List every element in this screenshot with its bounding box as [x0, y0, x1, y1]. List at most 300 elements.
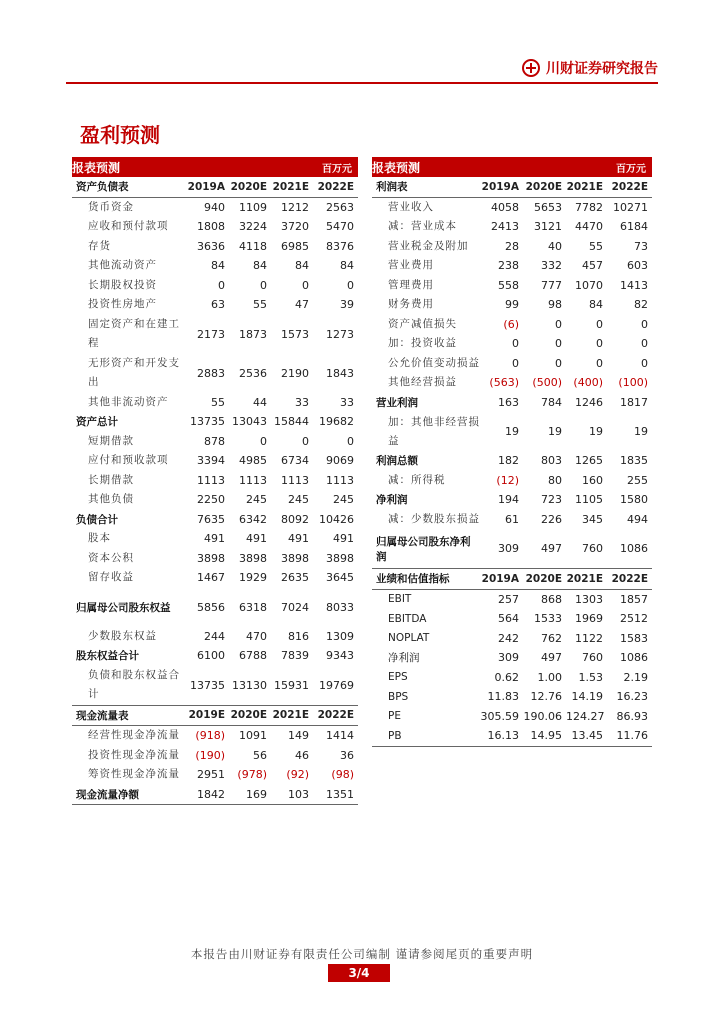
row-value: 14.95	[523, 726, 566, 746]
table-row	[372, 490, 652, 510]
row-label: EBIT	[388, 593, 412, 606]
row-value: 13735	[190, 415, 225, 429]
year-header: 2021E	[566, 177, 607, 197]
row-value: 1105	[575, 493, 603, 507]
table-row	[372, 373, 652, 393]
row-value: 1413	[620, 278, 648, 292]
row-label: 财务费用	[388, 298, 434, 311]
band-spacer	[480, 157, 607, 177]
row-value: 0	[596, 337, 603, 351]
row-value: 33	[340, 395, 354, 409]
row-value: 497	[523, 529, 566, 569]
row-value: 7635	[197, 512, 225, 526]
row-value: (12)	[496, 473, 519, 487]
row-value: 9069	[326, 454, 354, 468]
row-label: 无形资产和开发支出	[88, 357, 180, 388]
row-value: 36	[340, 748, 354, 762]
left-forecast-table	[72, 157, 358, 805]
brand	[522, 58, 658, 78]
row-value: 816	[288, 629, 309, 643]
row-value: 3898	[281, 551, 309, 565]
row-value: (100)	[618, 376, 648, 390]
row-value: 3898	[197, 551, 225, 565]
table-row	[372, 629, 652, 649]
row-value: 491	[204, 532, 225, 546]
row-label: 其他经营损益	[388, 376, 457, 389]
row-value: 2.19	[623, 670, 648, 684]
row-value: 0	[596, 356, 603, 370]
row-label: 营业利润	[376, 396, 418, 409]
row-value: 13.45	[566, 726, 607, 746]
row-label: 归属母公司股东权益	[76, 601, 171, 614]
row-label: 股东权益合计	[76, 650, 139, 663]
row-value: 0	[302, 434, 309, 448]
row-value: 13043	[232, 415, 267, 429]
row-value: 760	[566, 529, 607, 569]
row-label: 现金流量净额	[72, 785, 187, 805]
row-value: 46	[295, 748, 309, 762]
section-title: 现金流量表	[72, 705, 187, 726]
row-value: (918)	[195, 729, 225, 743]
row-value: 784	[541, 395, 562, 409]
row-value: 4118	[239, 239, 267, 253]
row-value: 1113	[326, 473, 354, 487]
row-label: 净利润	[376, 494, 408, 507]
row-value: 491	[333, 532, 354, 546]
table-row	[72, 785, 358, 805]
row-label: 减：少数股东损益	[388, 512, 480, 525]
year-header: 2021E	[271, 177, 313, 197]
row-value: 1533	[534, 612, 562, 626]
row-value: 1070	[575, 278, 603, 292]
table-row	[72, 490, 358, 510]
row-value: 4985	[239, 454, 267, 468]
table-row	[72, 393, 358, 413]
row-value: 103	[271, 785, 313, 805]
year-header: 2020E	[523, 177, 566, 197]
row-value: 3720	[281, 220, 309, 234]
row-value: 1583	[620, 631, 648, 645]
table-row	[72, 529, 358, 549]
page-title: 盈利预测	[80, 123, 160, 147]
row-value: 2413	[491, 220, 519, 234]
row-value: 491	[246, 532, 267, 546]
row-value: 1817	[620, 395, 648, 409]
row-label: 股本	[88, 532, 111, 545]
row-label: 其他非流动资产	[88, 395, 169, 408]
row-value: 1109	[239, 200, 267, 214]
row-value: 84	[211, 259, 225, 273]
row-value: 8092	[281, 512, 309, 526]
row-value: 491	[288, 532, 309, 546]
row-value: 0	[555, 356, 562, 370]
row-value: 7839	[281, 649, 309, 663]
row-value: 6184	[620, 220, 648, 234]
row-value: 0.62	[494, 670, 519, 684]
row-value: 33	[295, 395, 309, 409]
table-row	[72, 237, 358, 257]
table-row	[72, 217, 358, 237]
row-value: 0	[260, 278, 267, 292]
year-header: 2022E	[313, 705, 358, 726]
table-row	[72, 646, 358, 666]
row-value: 3898	[239, 551, 267, 565]
row-value: 73	[634, 239, 648, 253]
row-value: 3394	[197, 454, 225, 468]
row-value: 1309	[326, 629, 354, 643]
row-label: 投资性现金净流量	[88, 748, 180, 761]
year-header: 2019A	[480, 177, 523, 197]
row-value: 6342	[239, 512, 267, 526]
table-row	[72, 354, 358, 393]
row-value: 15844	[274, 415, 309, 429]
row-value: 82	[634, 298, 648, 312]
row-value: 238	[498, 259, 519, 273]
row-value: 1086	[620, 651, 648, 665]
section-header-row	[372, 569, 652, 590]
row-value: 55	[589, 239, 603, 253]
row-value: 1212	[281, 200, 309, 214]
row-value: (563)	[489, 376, 519, 390]
table-row	[372, 334, 652, 354]
year-header: 2021E	[566, 569, 607, 590]
row-label: PB	[372, 726, 480, 746]
row-value: 28	[505, 239, 519, 253]
year-header: 2020E	[229, 705, 271, 726]
row-label: 负债合计	[76, 513, 118, 526]
row-label: BPS	[388, 690, 409, 703]
year-header: 2022E	[607, 177, 652, 197]
row-value: 0	[641, 356, 648, 370]
row-value: 1303	[575, 592, 603, 606]
row-value: 63	[211, 298, 225, 312]
row-value: 255	[627, 473, 648, 487]
table-row	[72, 588, 358, 627]
table-row	[372, 237, 652, 257]
row-value: 777	[541, 278, 562, 292]
row-value: (6)	[503, 317, 519, 331]
row-value: (500)	[532, 376, 562, 390]
section-header-row	[72, 705, 358, 726]
row-value: 603	[627, 259, 648, 273]
row-value: 4470	[575, 220, 603, 234]
row-value: 1873	[239, 327, 267, 341]
row-value: 1.53	[578, 670, 603, 684]
row-value: (98)	[331, 768, 354, 782]
brand-logo-icon	[522, 59, 540, 77]
row-value: 86.93	[616, 709, 648, 723]
row-value: (400)	[573, 376, 603, 390]
table-row	[72, 666, 358, 706]
table-row	[72, 510, 358, 530]
year-header: 2020E	[229, 177, 271, 197]
year-header: 2019A	[187, 177, 229, 197]
row-label: 归属母公司股东净利润	[372, 529, 480, 569]
table-row	[372, 295, 652, 315]
row-value: 12.76	[530, 690, 562, 704]
section-title: 业绩和估值指标	[372, 569, 480, 590]
row-value: 16.23	[616, 690, 648, 704]
row-value: 245	[288, 493, 309, 507]
row-value: 1086	[607, 529, 652, 569]
row-value: 0	[512, 337, 519, 351]
table-row	[372, 315, 652, 335]
table-row	[72, 549, 358, 569]
row-value: 1.00	[537, 670, 562, 684]
row-value: 1113	[197, 473, 225, 487]
row-value: 305.59	[480, 709, 519, 723]
row-label: 减：营业成本	[388, 220, 457, 233]
row-value: 10271	[613, 200, 648, 214]
row-value: 7782	[575, 200, 603, 214]
row-value: 1122	[575, 631, 603, 645]
row-label: 筹资性现金净流量	[88, 768, 180, 781]
row-value: 4058	[491, 200, 519, 214]
row-label: 固定资产和在建工程	[88, 318, 180, 349]
row-value: 6100	[197, 649, 225, 663]
row-label: EPS	[388, 671, 408, 684]
row-value: 1273	[326, 327, 354, 341]
row-value: 0	[641, 317, 648, 331]
row-value: 6985	[281, 239, 309, 253]
table-row	[372, 668, 652, 688]
table-row	[72, 746, 358, 766]
row-value: 940	[204, 200, 225, 214]
year-header: 2022E	[607, 569, 652, 590]
row-label: 利润总额	[376, 455, 418, 468]
row-value: 15931	[271, 666, 313, 706]
row-value: 6788	[239, 649, 267, 663]
row-value: 5856	[197, 600, 225, 614]
row-value: 470	[246, 629, 267, 643]
row-value: 0	[302, 278, 309, 292]
row-label: 留存收益	[88, 571, 134, 584]
row-value: 345	[582, 512, 603, 526]
row-label: 货币资金	[88, 200, 134, 213]
row-value: 1857	[620, 592, 648, 606]
band-title: 报表预测	[372, 157, 480, 177]
row-value: 3898	[326, 551, 354, 565]
row-value: 762	[541, 631, 562, 645]
row-label: 资产总计	[76, 416, 118, 429]
row-label: NOPLAT	[388, 632, 430, 645]
table-row	[372, 648, 652, 668]
row-value: 1580	[620, 493, 648, 507]
row-value: 149	[288, 729, 309, 743]
table-row	[72, 256, 358, 276]
row-value: 2563	[326, 200, 354, 214]
row-value: 760	[582, 651, 603, 665]
row-label: 少数股东权益	[88, 629, 157, 642]
row-label: PE	[388, 710, 401, 723]
row-label: 营业收入	[388, 200, 434, 213]
row-label: 其他流动资产	[88, 259, 157, 272]
row-value: 564	[498, 612, 519, 626]
row-value: 6734	[281, 454, 309, 468]
row-label: 应收和预付款项	[88, 220, 169, 233]
section-header-row	[372, 177, 652, 197]
section-title: 利润表	[372, 177, 480, 197]
row-value: 244	[204, 629, 225, 643]
table-row	[72, 432, 358, 452]
row-value: 84	[253, 259, 267, 273]
row-value: 19769	[313, 666, 358, 706]
row-value: 2536	[239, 366, 267, 380]
row-value: 1842	[187, 785, 229, 805]
table-row	[372, 471, 652, 491]
row-value: 56	[253, 748, 267, 762]
row-value: 84	[589, 298, 603, 312]
row-value: 84	[295, 259, 309, 273]
row-value: 0	[347, 434, 354, 448]
table-row	[72, 765, 358, 785]
table-row	[72, 627, 358, 647]
row-value: 0	[260, 434, 267, 448]
row-value: 558	[498, 278, 519, 292]
table-row	[372, 589, 652, 609]
row-value: 194	[498, 493, 519, 507]
row-value: 723	[541, 493, 562, 507]
row-value: 245	[246, 493, 267, 507]
row-label: 存货	[88, 239, 111, 252]
table-row	[372, 726, 652, 746]
row-value: 1843	[326, 366, 354, 380]
section-header-row	[72, 177, 358, 197]
row-value: 40	[548, 239, 562, 253]
row-value: 39	[340, 298, 354, 312]
row-value: 98	[548, 298, 562, 312]
row-value: 0	[347, 278, 354, 292]
row-value: 19682	[319, 415, 354, 429]
year-header: 2020E	[523, 569, 566, 590]
row-value: 182	[498, 454, 519, 468]
table-row	[372, 412, 652, 451]
row-value: 1351	[313, 785, 358, 805]
table-row	[372, 197, 652, 217]
section-title: 资产负债表	[72, 177, 187, 197]
row-label: 短期借款	[88, 434, 134, 447]
row-value: 3645	[326, 571, 354, 585]
row-value: 0	[512, 356, 519, 370]
table-row	[372, 276, 652, 296]
row-label: 营业税金及附加	[388, 239, 469, 252]
row-value: 2635	[281, 571, 309, 585]
table-row	[372, 687, 652, 707]
row-value: 2883	[197, 366, 225, 380]
table-row	[372, 609, 652, 629]
table-row	[72, 451, 358, 471]
year-header: 2019A	[480, 569, 523, 590]
row-value: 55	[211, 395, 225, 409]
row-value: 16.13	[480, 726, 523, 746]
table-band	[72, 157, 358, 177]
row-value: 163	[498, 395, 519, 409]
row-value: 13735	[187, 666, 229, 706]
row-value: 0	[555, 337, 562, 351]
row-value: 11.76	[607, 726, 652, 746]
table-row	[372, 451, 652, 471]
row-label: 减：所得税	[388, 473, 446, 486]
row-value: 878	[204, 434, 225, 448]
row-value: 2173	[197, 327, 225, 341]
table-row	[72, 568, 358, 588]
row-value: 0	[596, 317, 603, 331]
table-row	[372, 393, 652, 413]
row-value: 3636	[197, 239, 225, 253]
table-row	[72, 276, 358, 296]
row-value: 160	[582, 473, 603, 487]
table-row	[372, 529, 652, 569]
row-value: 8376	[326, 239, 354, 253]
band-title: 报表预测	[72, 157, 187, 177]
row-value: 11.83	[487, 690, 519, 704]
row-value: (92)	[286, 768, 309, 782]
row-value: 2190	[281, 366, 309, 380]
table-row	[72, 412, 358, 432]
row-value: 5470	[326, 220, 354, 234]
row-value: 190.06	[523, 709, 562, 723]
row-label: 其他负债	[88, 493, 134, 506]
row-label: EBITDA	[388, 612, 427, 625]
row-value: 84	[340, 259, 354, 273]
band-unit: 百万元	[313, 157, 358, 177]
row-value: 19	[589, 425, 603, 438]
row-value: 868	[541, 592, 562, 606]
row-value: (978)	[237, 768, 267, 782]
row-label: 加：其他非经营损益	[388, 415, 480, 447]
table-row	[372, 510, 652, 530]
row-value: 55	[253, 298, 267, 312]
row-label: 加：投资收益	[388, 337, 457, 350]
row-value: 7024	[281, 600, 309, 614]
row-value: 19	[634, 425, 648, 438]
row-value: 1246	[575, 395, 603, 409]
row-value: 0	[218, 278, 225, 292]
row-value: 497	[541, 651, 562, 665]
table-row	[72, 315, 358, 354]
row-value: 61	[505, 512, 519, 526]
row-value: (190)	[195, 748, 225, 762]
row-value: 99	[505, 298, 519, 312]
row-value: 2951	[197, 768, 225, 782]
row-label: 资产减值损失	[388, 317, 457, 330]
row-value: 332	[541, 259, 562, 273]
year-header: 2019E	[187, 705, 229, 726]
table-row	[372, 354, 652, 374]
row-value: 169	[229, 785, 271, 805]
row-value: 1113	[281, 473, 309, 487]
table-row	[72, 197, 358, 217]
row-value: 44	[253, 395, 267, 409]
row-label: 应付和预收款项	[88, 454, 169, 467]
row-label: 净利润	[388, 652, 420, 665]
table-row	[72, 295, 358, 315]
row-value: 124.27	[566, 709, 605, 723]
row-value: 13130	[229, 666, 271, 706]
row-value: 1573	[281, 327, 309, 341]
row-value: 1835	[620, 454, 648, 468]
row-label: 营业费用	[388, 259, 434, 272]
row-value: 5653	[534, 200, 562, 214]
row-value: 19	[548, 425, 562, 438]
row-value: 0	[641, 337, 648, 351]
table-row	[372, 217, 652, 237]
footer-disclaimer: 本报告由川财证券有限责任公司编制 谨请参阅尾页的重要声明	[190, 947, 534, 961]
row-label: 经营性现金净流量	[88, 729, 180, 742]
table-row	[72, 471, 358, 491]
row-value: 1091	[239, 729, 267, 743]
brand-name: 川财证券研究报告	[546, 61, 658, 77]
